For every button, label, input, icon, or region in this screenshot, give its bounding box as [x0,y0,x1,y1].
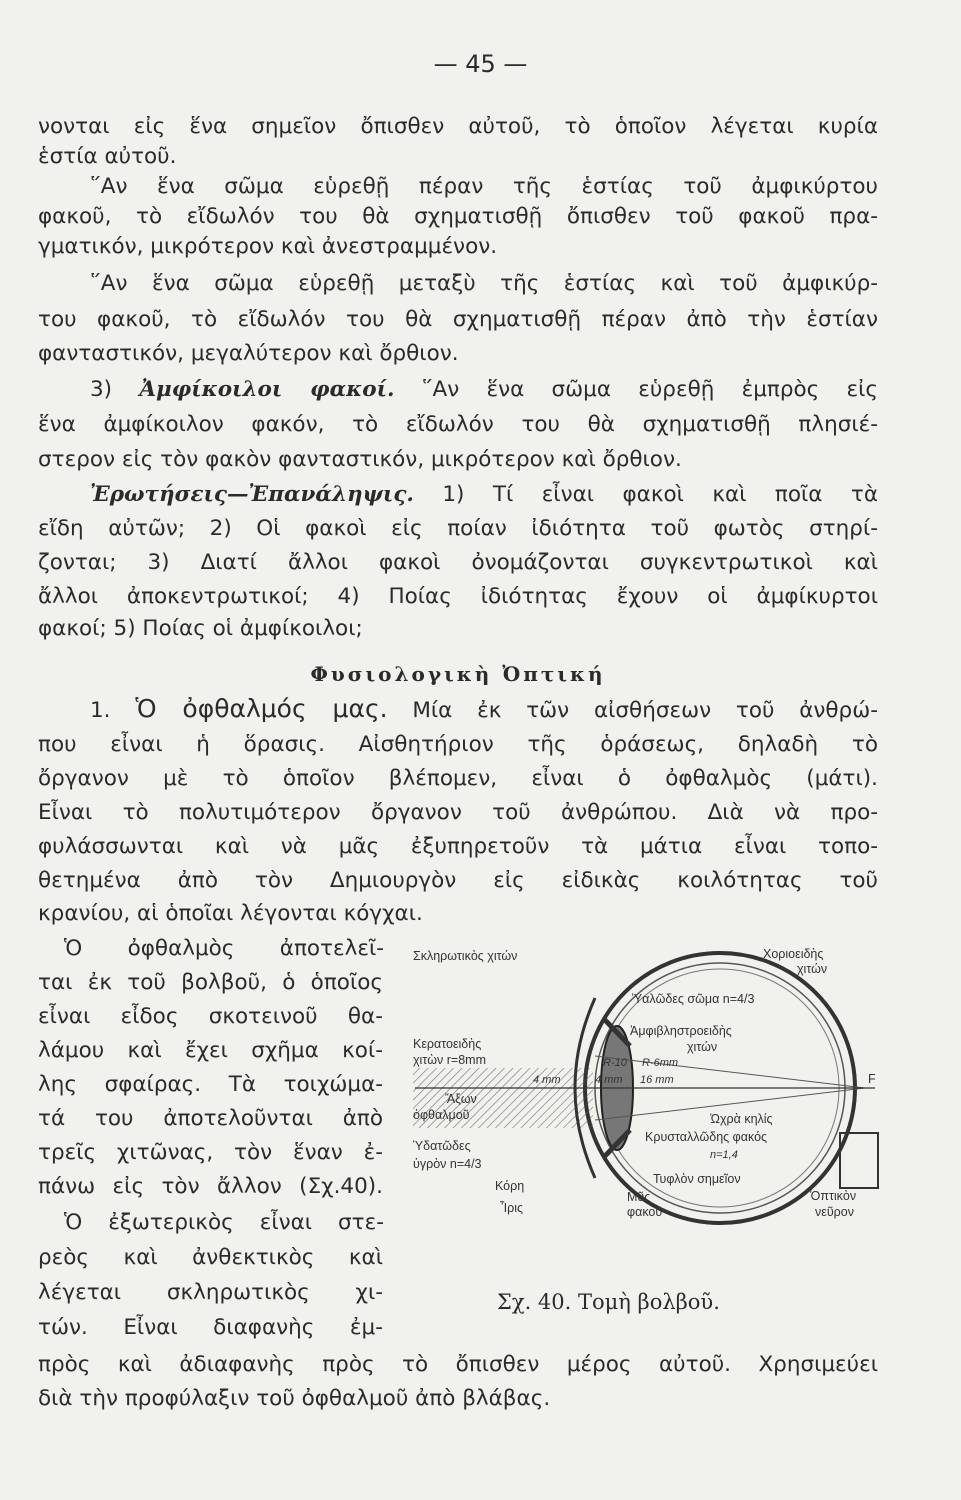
label-muscle-2: φακοῦ [627,1205,663,1219]
eye-cross-section-figure [405,938,885,1228]
left-col-line-2: ται ἐκ τοῦ βολβοῦ, ὁ ὁποῖος [38,970,383,995]
label-cornea-2: χιτὼν r=8mm [413,1053,486,1067]
label-r6: R-6mm [642,1057,679,1069]
label-aqueous-1: Ὑδατῶδες [413,1139,471,1153]
label-nerve-1: Ὀπτικὸν [810,1189,857,1203]
left-col-line-12: τών. Εἶναι διαφανὴς ἐμ- [38,1315,383,1340]
questions-q1: 1) Τί εἶναι φακοὶ καὶ ποῖα τὰ [442,482,878,507]
left-col-line-8: πάνω εἰς τὸν ἄλλον (Σχ.40). [38,1174,383,1199]
text-line-6: ῞Αν ἕνα σῶμα εὑρεθῇ μεταξὺ τῆς ἑστίας καὶ τοῦ ἀμφικύρ- [90,271,878,296]
final-line-1: πρὸς καὶ ἀδιαφανὴς πρὸς τὸ ὄπισθεν μέρος αὐτοῦ. Χρησιμεύει [38,1352,878,1377]
section-heading: Φυσιολογικὴ Ὀπτική [310,662,606,686]
ray-upper [595,1056,865,1088]
figure-caption: Σχ. 40. Τομὴ βολβοῦ. [497,1290,720,1314]
label-lens-2: n=1,4 [710,1149,738,1161]
text-line-3: ῞Αν ἕνα σῶμα εὑρεθῇ πέραν τῆς ἑστίας τοῦ ἀμφικύρτου [90,174,878,199]
left-col-line-7: τρεῖς χιτῶνας, τὸν ἕναν ἐ- [38,1140,383,1165]
item3-text: ῞Αν ἕνα σῶμα εὑρεθῇ ἐμπρὸς εἰς [421,377,879,402]
text-line-5: γματικόν, μικρότερον καὶ ἀνεστραμμένον. [38,234,498,259]
left-col-line-1: Ὁ ὀφθαλμὸς ἀποτελεῖ- [64,936,384,961]
text-line-4: φακοῦ, τὸ εἴδωλόν του θὰ σχηματισθῇ ὄπισθεν τοῦ φακοῦ πρα- [38,204,878,229]
left-col-line-11: λέγεται σκληρωτικὸς χι- [38,1280,383,1305]
eye-line-5: φυλάσσωνται καὶ νὰ μᾶς ἐξυπηρετοῦν τὰ μάτια εἶναι τοπο- [38,834,878,859]
label-lens-1: Κρυσταλλῶδης φακός [645,1130,768,1144]
item3-line-2: ἕνα ἀμφίκοιλον φακόν, τὸ εἴδωλόν του θὰ σχηματισθῇ πλησιέ- [38,412,878,437]
left-col-line-10: ρεὸς καὶ ἀνθεκτικὸς καὶ [38,1245,383,1270]
eye-line-4: Εἶναι τὸ πολυτιμότερον ὄργανον τοῦ ἀνθρώπου. Διὰ νὰ προ- [38,800,878,825]
questions-line-2: εἴδη αὐτῶν; 2) Οἱ φακοὶ εἰς ποίαν ἰδιότητα τοῦ φωτὸς στηρί- [38,516,878,541]
eye-section-number: 1. [90,698,111,723]
text-line-2: ἑστία αὐτοῦ. [38,144,177,169]
label-cornea-1: Κερατοειδὴς [413,1037,482,1051]
page-number: — 45 — [433,50,528,78]
item3-first-line [90,376,878,404]
questions-line-3: ζονται; 3) Διατί ἄλλοι φακοὶ ὀνομάζονται συγκεντρωτικοὶ καὶ [38,550,878,575]
label-4mm-b: 4 mm [595,1074,623,1086]
left-col-line-5: λης σφαίρας. Τὰ τοιχώμα- [38,1072,383,1097]
label-macula: Ὠχρὰ κηλίς [710,1112,773,1126]
label-r10: R-10 [603,1057,627,1069]
left-col-line-4: λάμου καὶ ἔχει σχῆμα κοί- [38,1038,383,1063]
eye-line-7: κρανίου, αἱ ὁποῖαι λέγονται κόγχαι. [38,901,423,926]
label-aqueous-2: ὑγρὸν n=4/3 [413,1157,482,1171]
eye-section-text: Μία ἐκ τῶν αἰσθήσεων τοῦ ἀνθρώ- [412,698,878,723]
left-col-line-3: εἶναι εἶδος σκοτεινοῦ θα- [38,1004,383,1029]
eye-line-6: θετημένα ἀπὸ τὸν Δημιουργὸν εἰς εἰδικὰς κοιλότητας τοῦ [38,868,878,893]
text-line-8: φανταστικόν, μεγαλύτερον καὶ ὄρθιον. [38,341,459,366]
label-4mm-a: 4 mm [533,1074,561,1086]
label-axis-1: Ἄξων [445,1092,477,1106]
label-f: F [868,1072,876,1086]
eye-first-line [90,695,878,725]
label-choroid-2: χιτών [797,962,828,976]
item3-line-3: στερον εἰς τὸν φακὸν φανταστικόν, μικρότερον καὶ ὄρθιον. [38,447,682,472]
questions-first-line [90,481,878,509]
eye-line-2: που εἶναι ἡ ὅρασις. Αἰσθητήριον τῆς ὁράσεως, δηλαδὴ τὸ [38,732,878,757]
item3-title: Ἀμφίκοιλοι φακοί. [139,377,395,402]
item3-number: 3) [90,377,113,402]
label-blindspot: Τυφλὸν σημεῖον [653,1172,741,1186]
label-sclera: Σκληρωτικὸς χιτών [413,949,518,963]
label-retina-2: χιτών [687,1040,718,1054]
eye-section-title: Ὁ ὀφθαλμός μας. [135,694,388,723]
questions-line-5: φακοί; 5) Ποίας οἱ ἀμφίκοιλοι; [38,616,363,641]
label-muscle-1: Μῦς [627,1190,651,1204]
label-vitreous: Ὑαλῶδες σῶμα n=4/3 [632,992,755,1006]
questions-title: Ἐρωτήσεις—Ἐπανάληψις. [90,482,414,507]
left-col-line-9: Ὁ ἐξωτερικὸς εἶναι στε- [64,1210,384,1235]
left-col-line-6: τά του ἀποτελοῦνται ἀπὸ [38,1106,383,1131]
label-nerve-2: νεῦρον [815,1205,854,1219]
label-choroid-1: Χοριοειδὴς [763,947,824,961]
eye-line-3: ὄργανον μὲ τὸ ὁποῖον βλέπομεν, εἶναι ὁ ὀφθαλμὸς (μάτι). [38,766,878,791]
questions-line-4: ἄλλοι ἀποκεντρωτικοί; 4) Ποίας ἰδιότητας ἔχουν οἱ ἀμφίκυρτοι [38,584,878,609]
label-16mm: 16 mm [640,1074,674,1086]
label-pupil: Κόρη [495,1179,525,1193]
label-iris: Ἶρις [500,1201,524,1215]
label-retina-1: Ἀμφιβληστροειδὴς [630,1024,732,1038]
label-axis-2: ὀφθαλμοῦ [413,1108,470,1122]
text-line-1: νονται εἰς ἕνα σημεῖον ὄπισθεν αὐτοῦ, τὸ ὁποῖον λέγεται κυρία [38,114,878,139]
final-line-2: διὰ τὴν προφύλαξιν τοῦ ὀφθαλμοῦ ἀπὸ βλάβας. [38,1386,551,1411]
text-line-7: του φακοῦ, τὸ εἴδωλόν του θὰ σχηματισθῇ πέραν ἀπὸ τὴν ἑστίαν [38,307,878,332]
